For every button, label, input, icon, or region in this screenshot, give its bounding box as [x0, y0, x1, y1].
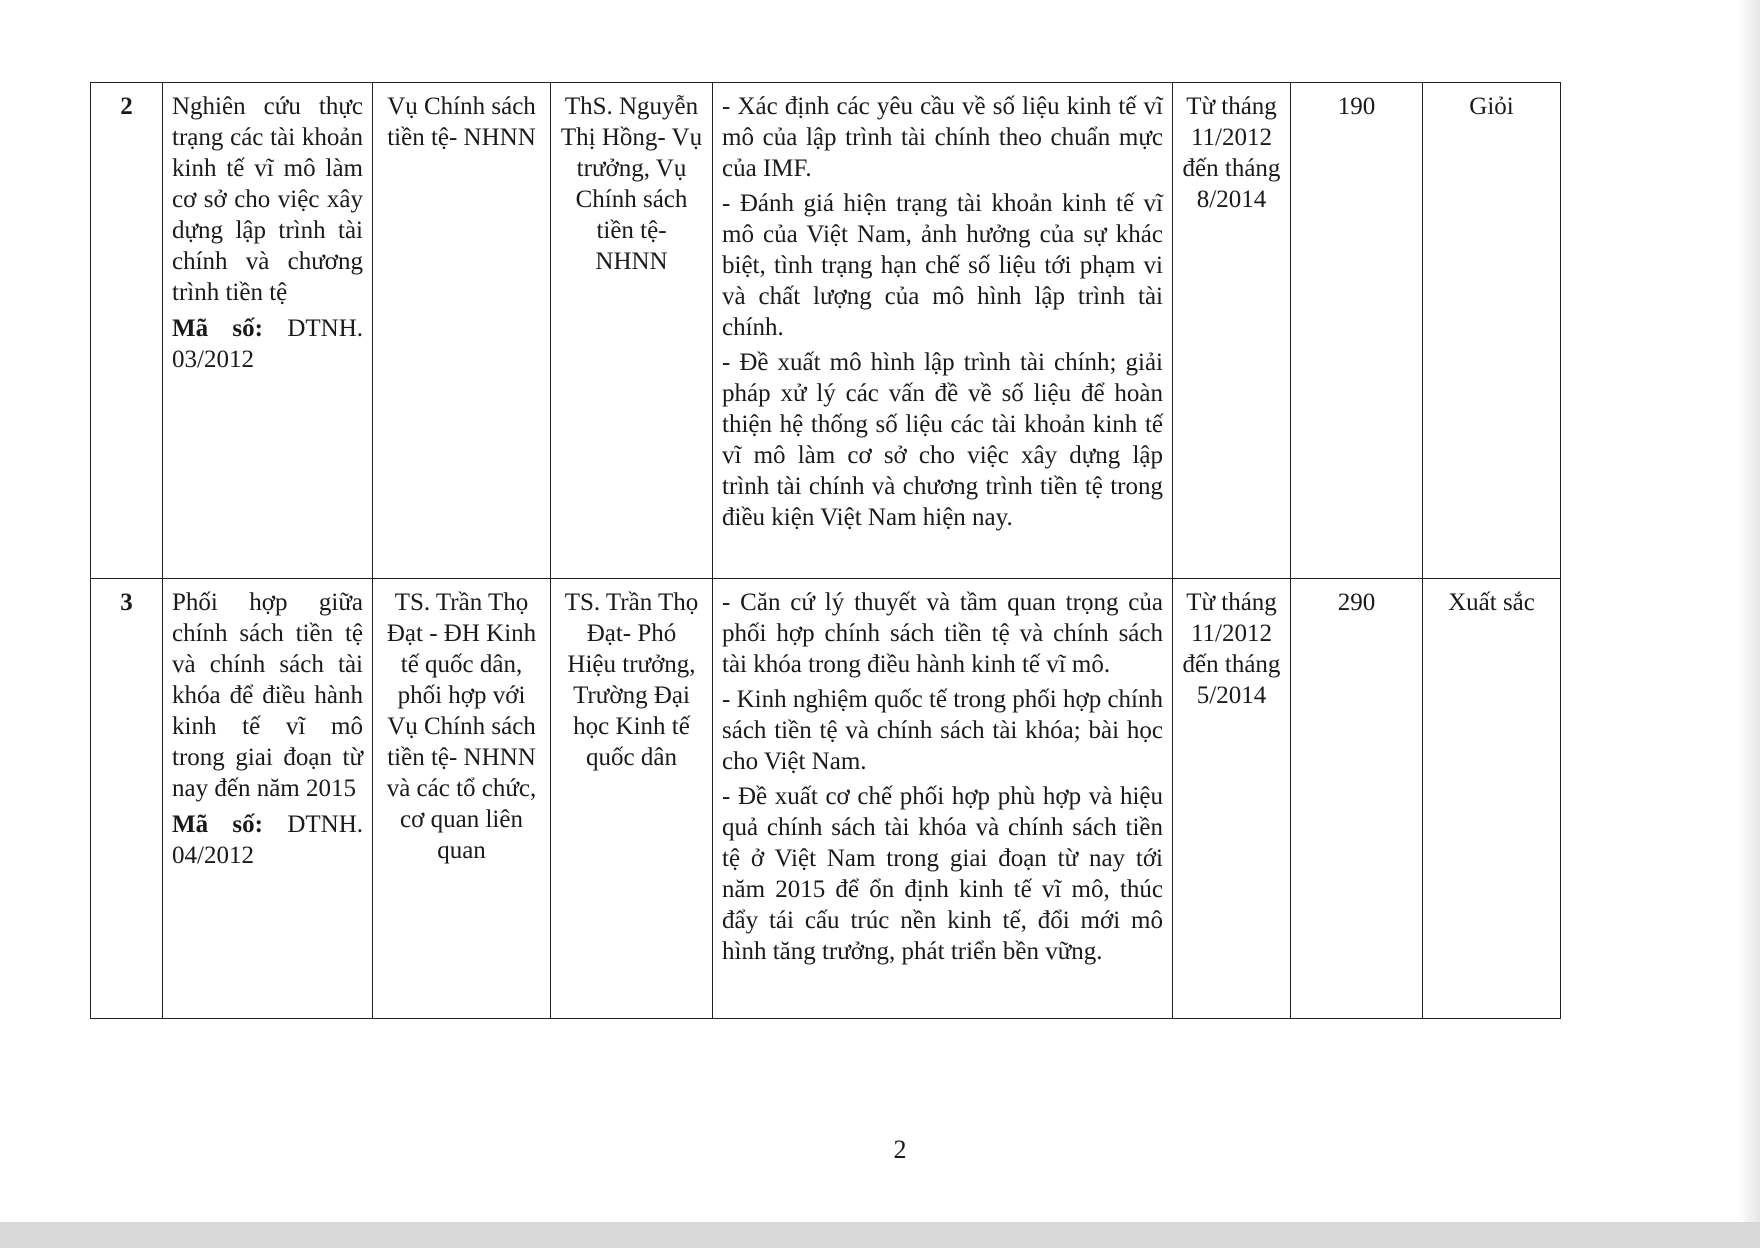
- scan-edge-right: [1738, 0, 1760, 1248]
- project-title-cell: [163, 579, 373, 1019]
- project-time: Từ tháng 11/2012 đến tháng 8/2014: [1173, 83, 1291, 579]
- host-unit: Vụ Chính sách tiền tệ- NHNN: [373, 83, 551, 579]
- project-code: DTNH. 04/2012: [172, 811, 363, 869]
- projects-table: [90, 82, 1561, 1019]
- project-title: Phối hợp giữa chính sách tiền tệ và chính sách tài khóa để điều hành kinh tế vĩ mô trong giai đoạn từ nay đến năm 2015: [172, 589, 363, 802]
- host-unit: TS. Trần Thọ Đạt - ĐH Kinh tế quốc dân, phối hợp với Vụ Chính sách tiền tệ- NHNN và các tổ chức, cơ quan liên quan: [373, 579, 551, 1019]
- project-budget: 290: [1291, 579, 1423, 1019]
- table-row: [91, 83, 1561, 579]
- row-number: 2: [91, 83, 163, 579]
- project-title: Nghiên cứu thực trạng các tài khoản kinh tế vĩ mô làm cơ sở cho việc xây dựng lập trình tài chính và chương trình tiền tệ: [172, 93, 363, 306]
- project-contents: [713, 83, 1173, 579]
- content-item: - Căn cứ lý thuyết và tầm quan trọng của phối hợp chính sách tiền tệ và chính sách tài khóa trong điều hành kinh tế vĩ mô.: [722, 589, 1163, 678]
- project-title-cell: [163, 83, 373, 579]
- content-item: - Xác định các yêu cầu về số liệu kinh tế vĩ mô của lập trình tài chính theo chuẩn mực của IMF.: [722, 93, 1163, 182]
- project-budget: 190: [1291, 83, 1423, 579]
- project-rating: Xuất sắc: [1423, 579, 1561, 1019]
- project-code-label: Mã số:: [172, 811, 263, 838]
- project-rating: Giỏi: [1423, 83, 1561, 579]
- project-time: Từ tháng 11/2012 đến tháng 5/2014: [1173, 579, 1291, 1019]
- project-lead: TS. Trần Thọ Đạt- Phó Hiệu trưởng, Trường Đại học Kinh tế quốc dân: [551, 579, 713, 1019]
- content-item: - Đánh giá hiện trạng tài khoản kinh tế vĩ mô của Việt Nam, ảnh hưởng của sự khác biệt, tình trạng hạn chế số liệu tới phạm vi và chất lượng của mô hình lập trình tài chính.: [722, 190, 1163, 341]
- project-lead: ThS. Nguyễn Thị Hồng- Vụ trưởng, Vụ Chính sách tiền tệ- NHNN: [551, 83, 713, 579]
- content-item: - Đề xuất mô hình lập trình tài chính; giải pháp xử lý các vấn đề về số liệu để hoàn thiện hệ thống số liệu các tài khoản kinh tế vĩ mô làm cơ sở cho việc xây dựng lập trình tài chính và chương trình tiền tệ trong điều kiện Việt Nam hiện nay.: [722, 349, 1163, 531]
- project-code: DTNH. 03/2012: [172, 315, 363, 373]
- row-number: 3: [91, 579, 163, 1019]
- page-number: 2: [893, 1135, 907, 1164]
- content-item: - Đề xuất cơ chế phối hợp phù hợp và hiệu quả chính sách tài khóa và chính sách tiền tệ ở Việt Nam trong giai đoạn từ nay tới năm 2015 để ổn định kinh tế vĩ mô, thúc đẩy tái cấu trúc nền kinh tế, đổi mới mô hình tăng trưởng, phát triển bền vững.: [722, 783, 1163, 965]
- table-row: [91, 579, 1561, 1019]
- content-item: - Kinh nghiệm quốc tế trong phối hợp chính sách tiền tệ và chính sách tài khóa; bài học cho Việt Nam.: [722, 686, 1163, 775]
- scan-edge-bottom: [0, 1222, 1760, 1248]
- project-contents: [713, 579, 1173, 1019]
- project-code-label: Mã số:: [172, 315, 263, 342]
